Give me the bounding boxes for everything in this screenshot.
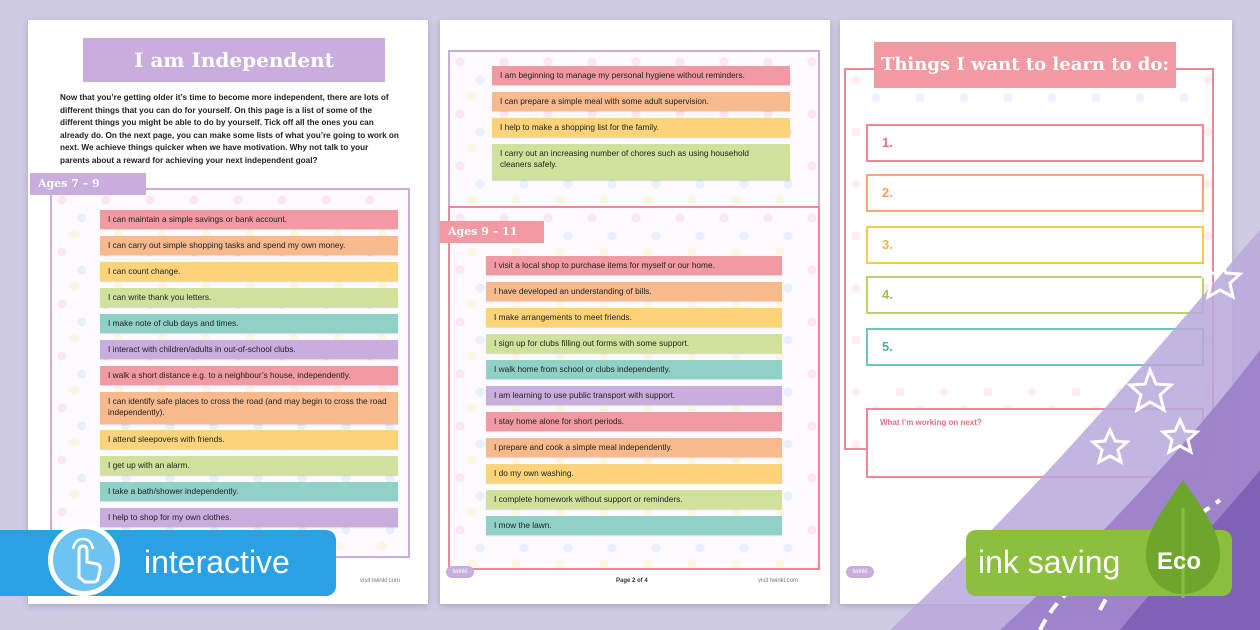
- working-on-next-box[interactable]: What I’m working on next?: [866, 408, 1204, 478]
- checklist-item[interactable]: I am learning to use public transport with support.: [486, 386, 782, 405]
- checklist-item[interactable]: I make note of club days and times.: [100, 314, 398, 333]
- checklist-item[interactable]: I attend sleepovers with friends.: [100, 430, 398, 449]
- checklist-item[interactable]: I prepare and cook a simple meal independently.: [486, 438, 782, 457]
- checklist-item[interactable]: I mow the lawn.: [486, 516, 782, 535]
- checklist-item[interactable]: I interact with children/adults in out-of-school clubs.: [100, 340, 398, 359]
- age-label-7-9: Ages 7 – 9: [30, 173, 146, 195]
- checklist-item[interactable]: I complete homework without support or reminders.: [486, 490, 782, 509]
- learn-goal-4[interactable]: 4.: [866, 276, 1204, 314]
- checklist-item[interactable]: I can count change.: [100, 262, 398, 281]
- checklist-item[interactable]: I stay home alone for short periods.: [486, 412, 782, 431]
- checklist-item[interactable]: I can write thank you letters.: [100, 288, 398, 307]
- checklist-item[interactable]: I get up with an alarm.: [100, 456, 398, 475]
- checklist-item[interactable]: I can carry out simple shopping tasks and spend my own money.: [100, 236, 398, 255]
- checklist-item[interactable]: I sign up for clubs filling out forms with some support.: [486, 334, 782, 353]
- leaf-icon: [1142, 478, 1224, 600]
- twinkl-logo: twinkl: [446, 566, 474, 578]
- checklist-item[interactable]: I help to make a shopping list for the family.: [492, 118, 790, 137]
- age-label-9-11: Ages 9 – 11: [440, 221, 544, 243]
- checklist-item[interactable]: I can maintain a simple savings or bank account.: [100, 210, 398, 229]
- checklist-item[interactable]: I carry out an increasing number of chores such as using household cleaners safely.: [492, 144, 790, 180]
- interactive-badge: [0, 530, 336, 596]
- twinkl-logo: twinkl: [846, 566, 874, 578]
- worksheet-page-2: [440, 20, 830, 604]
- page-footer: visit twinkl.com: [360, 578, 401, 584]
- checklist-item[interactable]: I can identify safe places to cross the road (and may begin to cross the road independently).: [100, 392, 398, 424]
- worksheet-page-1: [28, 20, 428, 604]
- checklist-item[interactable]: I visit a local shop to purchase items for myself or our home.: [486, 256, 782, 275]
- learn-goal-5[interactable]: 5.: [866, 328, 1204, 366]
- checklist-item[interactable]: I walk a short distance e.g. to a neighbour’s house, independently.: [100, 366, 398, 385]
- pointing-hand-icon: [48, 524, 120, 596]
- page-footer: visit twinkl.com: [758, 578, 799, 584]
- page-title: I am Independent: [83, 38, 385, 82]
- learn-goal-2[interactable]: 2.: [866, 174, 1204, 212]
- checklist-item[interactable]: I can prepare a simple meal with some adult supervision.: [492, 92, 790, 111]
- intro-paragraph: Now that you’re getting older it’s time to become more independent, there are lots of different things that you can do for yourself. On this page is a list of some of the different things you might be able to do by yourself. Tick off all the ones you can already do. On the next page, you can make some lists of what you’re going to work on next. We achieve things quicker when we have motivation. Why not talk to your parents about a reward for achieving your next independent goal?: [60, 93, 399, 165]
- checklist-item[interactable]: I am beginning to manage my personal hygiene without reminders.: [492, 66, 790, 85]
- interactive-label: interactive: [144, 544, 290, 580]
- ink-saving-label: ink saving: [978, 544, 1121, 580]
- checklist-item[interactable]: I help to shop for my own clothes.: [100, 508, 398, 527]
- learn-goal-1[interactable]: 1.: [866, 124, 1204, 162]
- checklist-item[interactable]: I do my own washing.: [486, 464, 782, 483]
- learn-title: Things I want to learn to do:: [874, 42, 1176, 88]
- checklist-item[interactable]: I make arrangements to meet friends.: [486, 308, 782, 327]
- checklist-item[interactable]: I take a bath/shower independently.: [100, 482, 398, 501]
- checklist-item[interactable]: I walk home from school or clubs independently.: [486, 360, 782, 379]
- eco-label: Eco: [1157, 548, 1202, 575]
- learn-goal-3[interactable]: 3.: [866, 226, 1204, 264]
- checklist-item[interactable]: I have developed an understanding of bills.: [486, 282, 782, 301]
- page-number: Page 2 of 4: [616, 578, 648, 584]
